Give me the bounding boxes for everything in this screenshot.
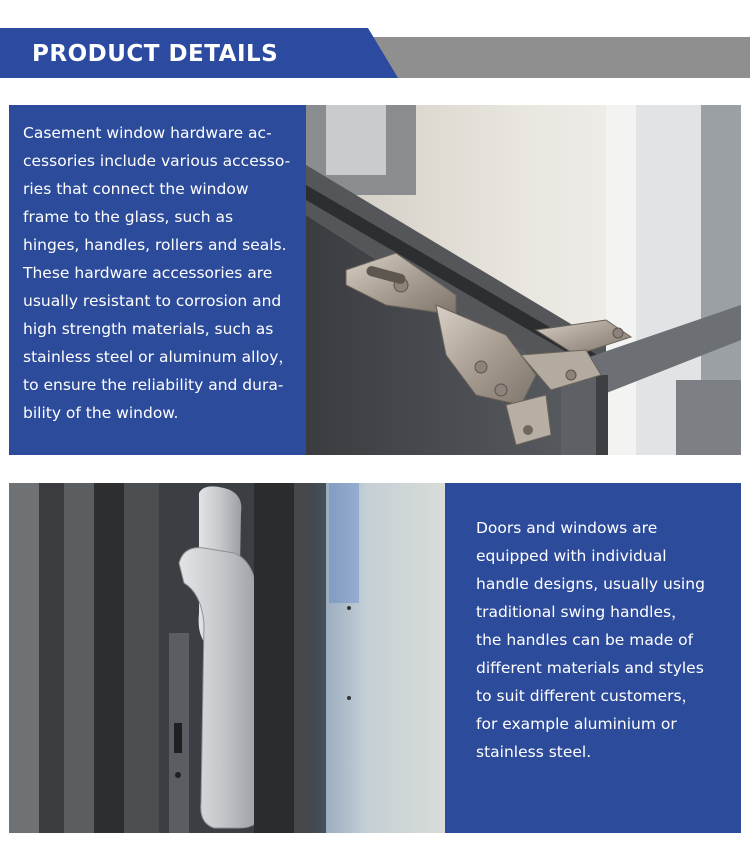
text-line: different materials and styles	[476, 659, 704, 677]
text-line: the handles can be made of	[476, 631, 694, 649]
handle-description-text	[476, 514, 731, 766]
hinge-description-panel	[9, 105, 306, 455]
text-line: bility of the window.	[23, 404, 179, 422]
handle-illustration	[9, 483, 445, 833]
window-hinge-photo	[306, 105, 741, 455]
text-line: handle designs, usually using	[476, 575, 705, 593]
text-line: cessories include various accesso-	[23, 152, 291, 170]
section-header-banner	[0, 28, 750, 78]
text-line: ries that connect the window	[23, 180, 249, 198]
hinge-illustration	[306, 105, 741, 455]
text-line: frame to the glass, such as	[23, 208, 234, 226]
handle-description-panel	[445, 483, 741, 833]
text-line: to ensure the reliability and dura-	[23, 376, 284, 394]
text-line: for example aluminium or	[476, 715, 677, 733]
text-line: These hardware accessories are	[23, 264, 273, 282]
window-handle-photo	[9, 483, 445, 833]
text-line: hinges, handles, rollers and seals.	[23, 236, 287, 254]
text-line: to suit different customers，	[476, 687, 698, 705]
text-line: stainless steel or aluminum alloy，	[23, 348, 294, 366]
text-line: high strength materials, such as	[23, 320, 274, 338]
hinge-description-text	[23, 119, 296, 427]
text-line: Doors and windows are	[476, 519, 658, 537]
text-line: usually resistant to corrosion and	[23, 292, 282, 310]
text-line: traditional swing handles，	[476, 603, 687, 621]
text-line: equipped with individual	[476, 547, 667, 565]
text-line: stainless steel.	[476, 743, 592, 761]
text-line: Casement window hardware ac-	[23, 124, 272, 142]
section-title: PRODUCT DETAILS	[32, 41, 279, 67]
